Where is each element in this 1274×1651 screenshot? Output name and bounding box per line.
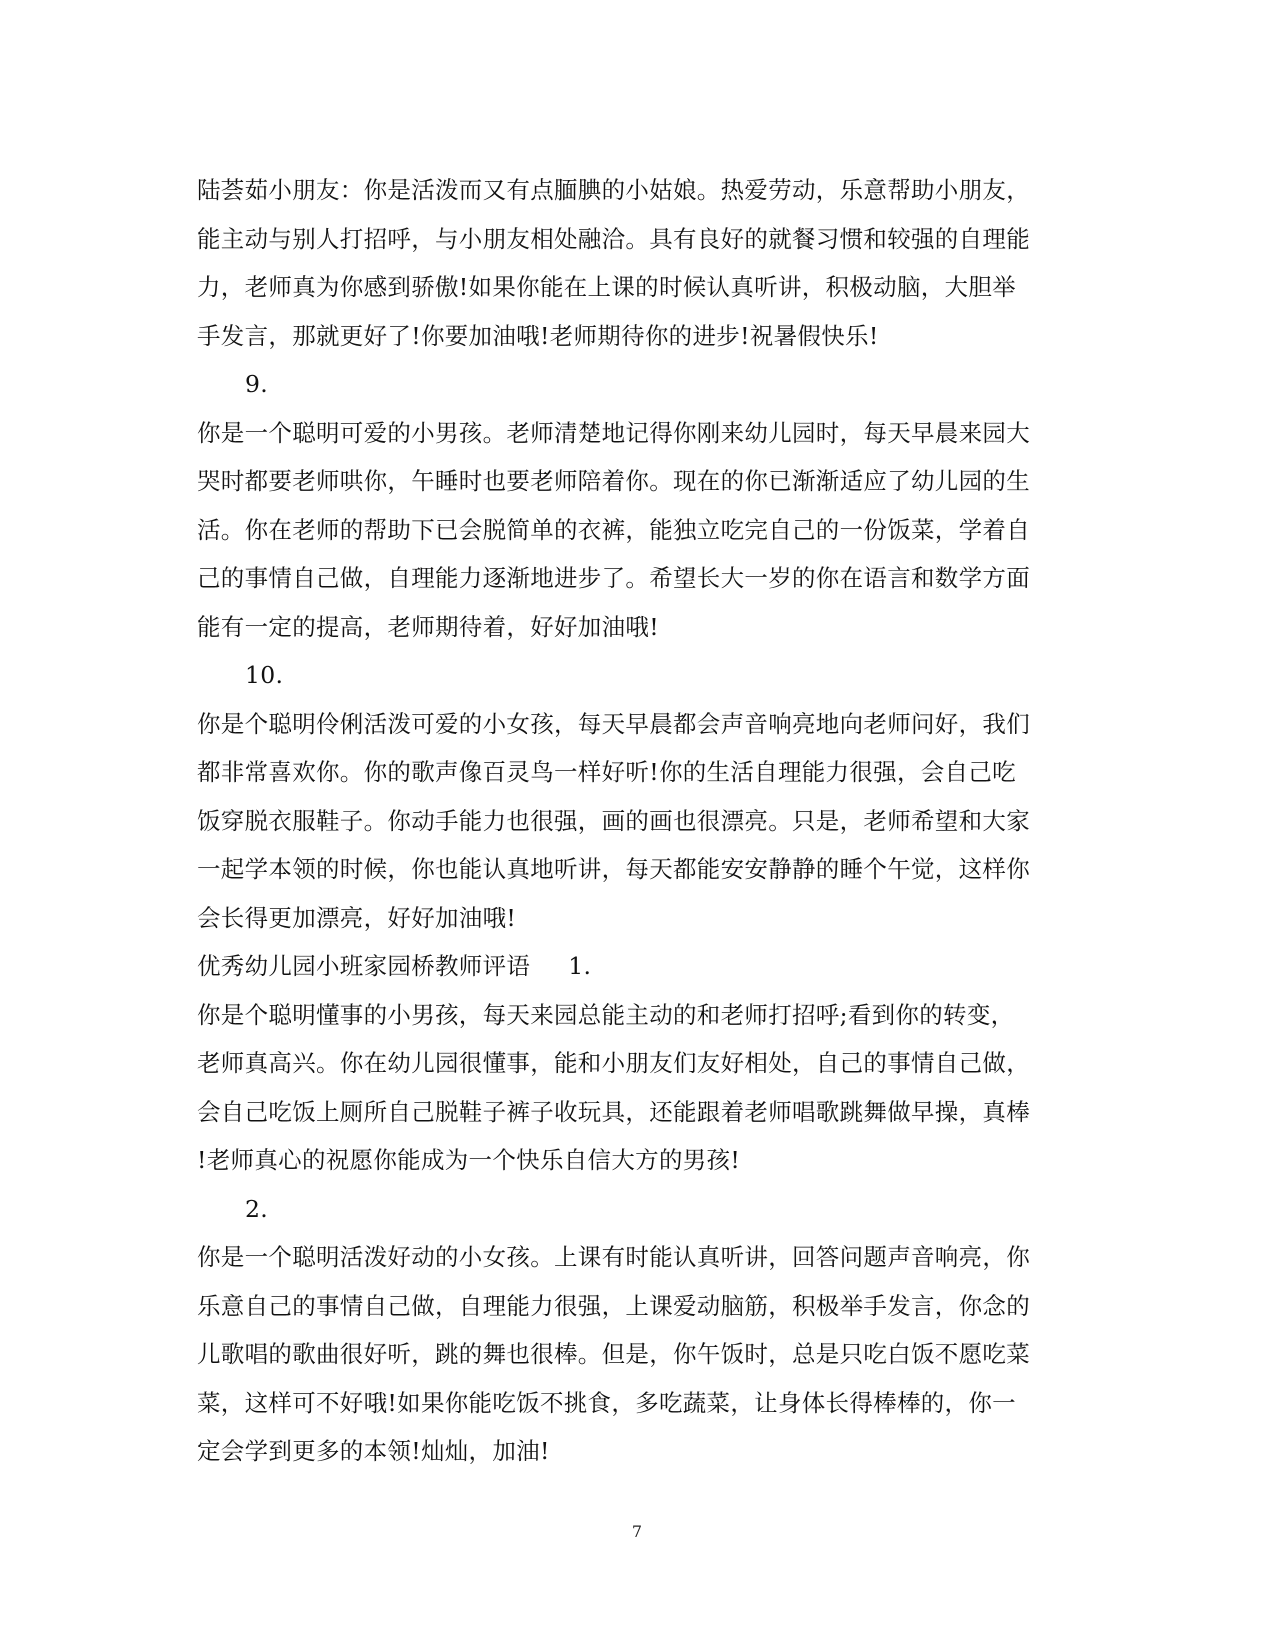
paragraph-line: 儿歌唱的歌曲很好听，跳的舞也很棒。但是，你午饭时，总是只吃白饭不愿吃菜	[197, 1340, 1030, 1368]
item-number: 9.	[245, 370, 269, 398]
paragraph-line: 活。你在老师的帮助下已会脱简单的衣裤，能独立吃完自己的一份饭菜，学着自	[197, 515, 1030, 544]
paragraph-line: 己的事情自己做，自理能力逐渐地进步了。希望长大一岁的你在语言和数学方面	[197, 564, 1030, 592]
paragraph-line: 哭时都要老师哄你，午睡时也要老师陪着你。现在的你已渐渐适应了幼儿园的生	[197, 467, 1030, 495]
paragraph-line: 乐意自己的事情自己做，自理能力很强，上课爱动脑筋，积极举手发言，你念的	[197, 1291, 1030, 1320]
paragraph-line: 会长得更加漂亮，好好加油哦!	[197, 903, 517, 932]
item-number: 2.	[245, 1194, 269, 1223]
paragraph-line: 定会学到更多的本领!灿灿，加油!	[197, 1437, 550, 1465]
paragraph-line: 饭穿脱衣服鞋子。你动手能力也很强，画的画也很漂亮。只是，老师希望和大家	[197, 806, 1030, 835]
comment-item-10	[197, 651, 1077, 942]
paragraph-line: 陆荟茹小朋友：你是活泼而又有点腼腆的小姑娘。热爱劳动，乐意帮助小朋友，	[197, 176, 1030, 204]
paragraph-line: 都非常喜欢你。你的歌声像百灵鸟一样好听!你的生活自理能力很强，会自己吃	[197, 758, 1016, 786]
paragraph-line: 你是一个聪明可爱的小男孩。老师清楚地记得你刚来幼儿园时，每天早晨来园大	[197, 418, 1030, 447]
section-small-class-comments	[197, 942, 1077, 1185]
comment-lu-yunru	[197, 166, 1077, 360]
section-title-line	[197, 942, 1077, 991]
paragraph-line: 手发言，那就更好了!你要加油哦!老师期待你的进步!祝暑假快乐!	[197, 321, 879, 350]
paragraph-line: 菜，这样可不好哦!如果你能吃饭不挑食，多吃蔬菜，让身体长得棒棒的，你一	[197, 1388, 1016, 1417]
item-number: 10.	[245, 661, 284, 689]
paragraph-line: 能有一定的提高，老师期待着，好好加油哦!	[197, 612, 659, 641]
paragraph-line: 力，老师真为你感到骄傲!如果你能在上课的时候认真听讲，积极动脑，大胆举	[197, 273, 1016, 301]
paragraph-line: 你是一个聪明活泼好动的小女孩。上课有时能认真听讲，回答问题声音响亮，你	[197, 1243, 1030, 1271]
paragraph-line: 会自己吃饭上厕所自己脱鞋子裤子收玩具，还能跟着老师唱歌跳舞做早操，真棒	[197, 1097, 1030, 1126]
section-title: 优秀幼儿园小班家园桥教师评语	[197, 952, 531, 980]
paragraph-line: 能主动与别人打招呼，与小朋友相处融洽。具有良好的就餐习惯和较强的自理能	[197, 224, 1030, 253]
paragraph-line: !老师真心的祝愿你能成为一个快乐自信大方的男孩!	[197, 1146, 741, 1174]
paragraph-line: 你是个聪明懂事的小男孩，每天来园总能主动的和老师打招呼;看到你的转变，	[197, 1000, 1015, 1029]
item-number: 1.	[568, 952, 592, 980]
document-body	[197, 166, 1077, 1476]
paragraph-line: 老师真高兴。你在幼儿园很懂事，能和小朋友们友好相处，自己的事情自己做，	[197, 1049, 1030, 1077]
paragraph-line: 一起学本领的时候，你也能认真地听讲，每天都能安安静静的睡个午觉，这样你	[197, 855, 1030, 883]
paragraph-line: 你是个聪明伶俐活泼可爱的小女孩，每天早晨都会声音响亮地向老师问好，我们	[197, 709, 1030, 738]
comment-item-9	[197, 360, 1077, 651]
comment-item-2	[197, 1185, 1077, 1476]
page-number: 7	[631, 1522, 643, 1541]
